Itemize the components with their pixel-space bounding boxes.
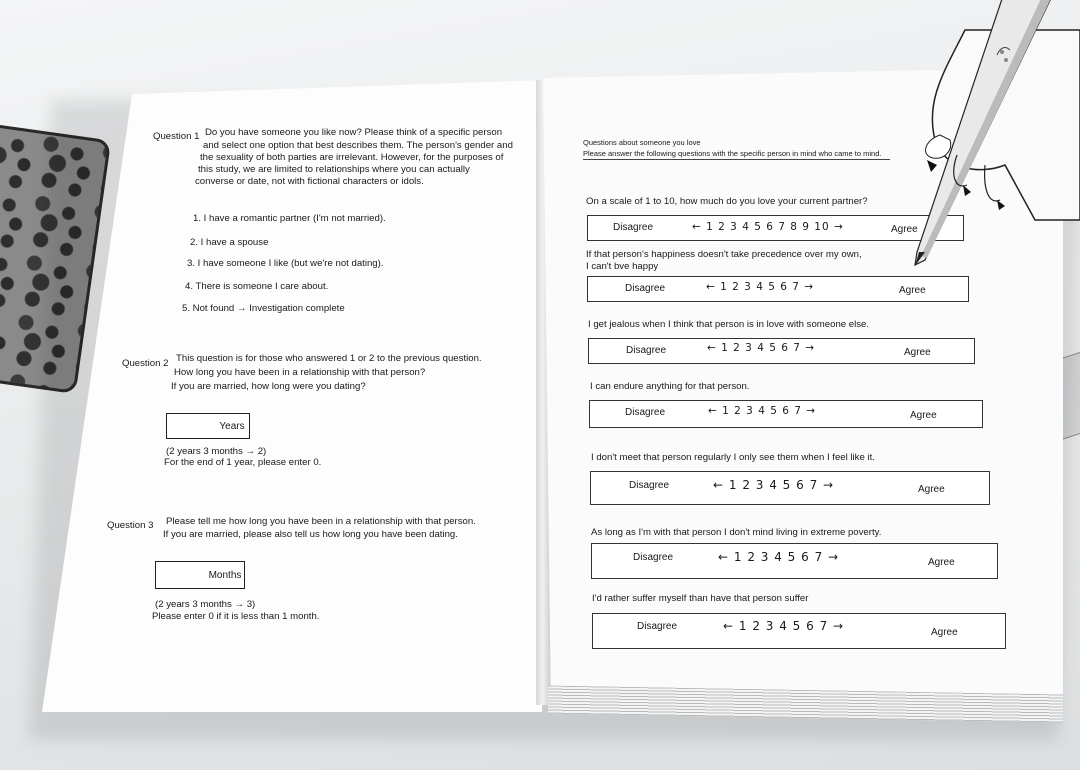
years-unit-label: Years	[219, 420, 245, 432]
item-statement: If that person's happiness doesn't take precedence over my own,	[586, 249, 862, 260]
scale-numbers[interactable]: ← 1 2 3 4 5 6 7 →	[718, 550, 840, 564]
question-1-line: and select one option that best describes them. The person's gender and	[203, 140, 513, 151]
rating-scale[interactable]	[588, 338, 975, 364]
months-input[interactable]	[155, 561, 245, 589]
question-1-line: converse or date, not with fictional characters or idols.	[195, 176, 424, 187]
header-rule	[583, 159, 890, 160]
q1-option-2[interactable]: 2. I have a spouse	[190, 237, 269, 248]
agree-label: Agree	[931, 627, 958, 638]
disagree-label: Disagree	[613, 222, 654, 233]
question-2-line: This question is for those who answered 1 or 2 to the previous question.	[176, 353, 482, 364]
scale-numbers[interactable]: ← 1 2 3 4 5 6 7 →	[706, 281, 815, 293]
years-input[interactable]	[166, 413, 250, 439]
scale-numbers[interactable]: ← 1 2 3 4 5 6 7 →	[723, 619, 845, 633]
item-statement: I get jealous when I think that person is in love with someone else.	[588, 319, 870, 330]
disagree-label: Disagree	[629, 480, 670, 491]
question-1-line: the sexuality of both parties are irrelevant. However, for the purposes of	[200, 152, 504, 163]
question-3-line: If you are married, please also tell us how long you have been dating.	[163, 529, 458, 540]
agree-label: Agree	[904, 347, 931, 358]
months-unit-label: Months	[208, 569, 242, 581]
q1-option-4[interactable]: 4. There is someone I care about.	[185, 281, 329, 292]
question-2-hint: (2 years 3 months → 2)	[166, 446, 267, 457]
item-statement: As long as I'm with that person I don't mind living in extreme poverty.	[591, 527, 882, 538]
item-statement: On a scale of 1 to 10, how much do you love your current partner?	[586, 196, 868, 207]
disagree-label: Disagree	[625, 407, 666, 418]
scale-numbers[interactable]: ← 1 2 3 4 5 6 7 →	[708, 405, 817, 417]
agree-label: Agree	[891, 224, 918, 235]
question-1-line: this study, we are limited to relationships where you can actually	[198, 164, 470, 175]
disagree-label: Disagree	[637, 621, 678, 632]
rating-scale[interactable]	[589, 400, 983, 428]
question-3-hint: (2 years 3 months → 3)	[155, 599, 256, 610]
question-2-line: How long you have been in a relationship with that person?	[174, 367, 426, 378]
rating-scale[interactable]	[592, 613, 1006, 649]
agree-label: Agree	[910, 410, 937, 421]
agree-label: Agree	[899, 285, 926, 296]
question-2-label: Question 2	[122, 358, 169, 369]
q1-option-1[interactable]: 1. I have a romantic partner (I'm not married).	[193, 213, 386, 224]
item-statement: I can endure anything for that person.	[590, 381, 750, 392]
q1-option-3[interactable]: 3. I have someone I like (but we're not dating).	[187, 258, 384, 269]
question-3-line: Please tell me how long you have been in a relationship with that person.	[166, 516, 476, 527]
question-3-hint: Please enter 0 if it is less than 1 month.	[152, 611, 320, 622]
question-2-hint: For the end of 1 year, please enter 0.	[164, 457, 322, 468]
agree-label: Agree	[928, 557, 955, 568]
item-statement: I don't meet that person regularly I only see them when I feel like it.	[591, 452, 875, 463]
disagree-label: Disagree	[626, 345, 667, 356]
disagree-label: Disagree	[633, 552, 674, 563]
question-1-line: Do you have someone you like now? Please think of a specific person	[205, 127, 503, 138]
item-statement: I'd rather suffer myself than have that person suffer	[592, 593, 809, 604]
hand-with-pen	[905, 0, 1080, 290]
question-1-label: Question 1	[153, 131, 200, 142]
rating-scale[interactable]	[590, 471, 990, 505]
scale-numbers[interactable]: ← 1 2 3 4 5 6 7 8 9 10 →	[692, 221, 844, 233]
item-statement-cont: I can't bve happy	[586, 261, 659, 272]
q1-option-5[interactable]: 5. Not found → Investigation complete	[182, 303, 345, 314]
section-instructions: Please answer the following questions with the specific person in mind who came to mind.	[583, 149, 882, 158]
question-3-label: Question 3	[107, 520, 154, 531]
agree-label: Agree	[918, 484, 945, 495]
scale-numbers[interactable]: ← 1 2 3 4 5 6 7 →	[713, 478, 835, 492]
scale-numbers[interactable]: ← 1 2 3 4 5 6 7 →	[707, 342, 816, 354]
question-2-line: If you are married, how long were you dating?	[171, 381, 366, 392]
section-title: Questions about someone you love	[583, 138, 701, 147]
rating-scale[interactable]	[591, 543, 998, 579]
disagree-label: Disagree	[625, 283, 666, 294]
